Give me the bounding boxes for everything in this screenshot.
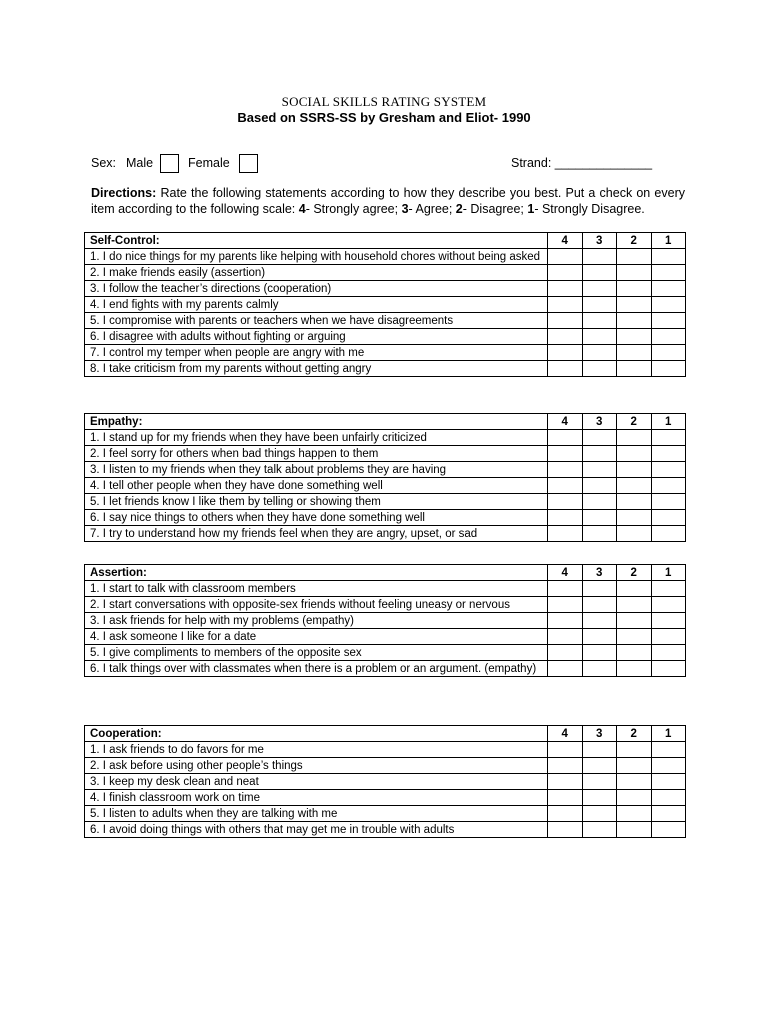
rating-cell-1[interactable] [651, 613, 686, 629]
rating-cell-1[interactable] [651, 526, 686, 542]
scale-header-1: 1 [651, 233, 686, 249]
scale-1-key: 1 [527, 201, 535, 216]
statement-text: 2. I feel sorry for others when bad things happen to them [85, 446, 548, 462]
statement-text: 3. I ask friends for help with my problems (empathy) [85, 613, 548, 629]
scale-3-text: - Agree; [408, 201, 456, 216]
rating-cell-3[interactable] [582, 265, 617, 281]
rating-cell-4[interactable] [548, 430, 583, 446]
scale-header-2: 2 [617, 565, 652, 581]
table-row [85, 430, 686, 446]
empathy-table [84, 413, 686, 542]
table-row [85, 790, 686, 806]
rating-cell-4[interactable] [548, 329, 583, 345]
rating-cell-2[interactable] [617, 313, 652, 329]
rating-cell-2[interactable] [617, 446, 652, 462]
rating-cell-3[interactable] [582, 510, 617, 526]
rating-cell-4[interactable] [548, 281, 583, 297]
rating-cell-3[interactable] [582, 361, 617, 377]
rating-cell-3[interactable] [582, 581, 617, 597]
rating-cell-3[interactable] [582, 329, 617, 345]
rating-cell-3[interactable] [582, 790, 617, 806]
rating-cell-1[interactable] [651, 249, 686, 265]
statement-text: 3. I keep my desk clean and neat [85, 774, 548, 790]
table-row [85, 774, 686, 790]
table-row [85, 661, 686, 677]
rating-cell-1[interactable] [651, 774, 686, 790]
statement-text: 7. I control my temper when people are angry with me [85, 345, 548, 361]
section-title: Empathy: [85, 414, 548, 430]
rating-cell-1[interactable] [651, 329, 686, 345]
rating-cell-1[interactable] [651, 265, 686, 281]
rating-cell-3[interactable] [582, 494, 617, 510]
statement-text: 5. I give compliments to members of the opposite sex [85, 645, 548, 661]
selfcontrol-table [84, 232, 686, 377]
rating-cell-2[interactable] [617, 790, 652, 806]
table-header-row [85, 565, 686, 581]
directions-text: Rate the following statements according to how they describe you best. Put a check on every item according to the following scale: [91, 186, 685, 216]
rating-cell-1[interactable] [651, 281, 686, 297]
statement-text: 5. I let friends know I like them by telling or showing them [85, 494, 548, 510]
rating-cell-2[interactable] [617, 581, 652, 597]
scale-header-1: 1 [651, 565, 686, 581]
rating-cell-2[interactable] [617, 629, 652, 645]
statement-text: 4. I ask someone I like for a date [85, 629, 548, 645]
rating-cell-4[interactable] [548, 613, 583, 629]
statement-text: 6. I disagree with adults without fighting or arguing [85, 329, 548, 345]
scale-header-3: 3 [582, 726, 617, 742]
rating-cell-4[interactable] [548, 758, 583, 774]
rating-cell-1[interactable] [651, 822, 686, 838]
scale-header-2: 2 [617, 414, 652, 430]
rating-cell-4[interactable] [548, 478, 583, 494]
table-row [85, 281, 686, 297]
scale-3-key: 3 [401, 201, 409, 216]
table-row [85, 645, 686, 661]
rating-cell-4[interactable] [548, 822, 583, 838]
table-row [85, 297, 686, 313]
rating-cell-3[interactable] [582, 249, 617, 265]
table-header-row [85, 414, 686, 430]
rating-cell-1[interactable] [651, 297, 686, 313]
rating-cell-2[interactable] [617, 758, 652, 774]
female-checkbox[interactable] [239, 154, 258, 173]
scale-header-2: 2 [617, 726, 652, 742]
rating-cell-3[interactable] [582, 629, 617, 645]
rating-cell-4[interactable] [548, 494, 583, 510]
statement-text: 4. I finish classroom work on time [85, 790, 548, 806]
statement-text: 6. I talk things over with classmates when there is a problem or an argument. (empathy) [85, 661, 548, 677]
rating-cell-3[interactable] [582, 430, 617, 446]
rating-cell-4[interactable] [548, 249, 583, 265]
document-title: SOCIAL SKILLS RATING SYSTEM [281, 94, 487, 109]
section-title: Cooperation: [85, 726, 548, 742]
rating-cell-2[interactable] [617, 613, 652, 629]
table-row [85, 462, 686, 478]
rating-cell-4[interactable] [548, 774, 583, 790]
scale-header-4: 4 [548, 414, 583, 430]
sex-label: Sex: [91, 156, 117, 170]
table-row [85, 758, 686, 774]
rating-cell-3[interactable] [582, 774, 617, 790]
statement-text: 8. I take criticism from my parents without getting angry [85, 361, 548, 377]
statement-text: 1. I ask friends to do favors for me [85, 742, 548, 758]
table-row [85, 345, 686, 361]
scale-header-4: 4 [548, 565, 583, 581]
scale-header-3: 3 [582, 565, 617, 581]
rating-cell-3[interactable] [582, 806, 617, 822]
statement-text: 3. I listen to my friends when they talk about problems they are having [85, 462, 548, 478]
rating-cell-2[interactable] [617, 361, 652, 377]
statement-text: 3. I follow the teacher’s directions (cooperation) [85, 281, 548, 297]
rating-cell-2[interactable] [617, 430, 652, 446]
assertion-table [84, 564, 686, 677]
table-row [85, 265, 686, 281]
rating-cell-1[interactable] [651, 597, 686, 613]
rating-cell-3[interactable] [582, 446, 617, 462]
statement-text: 5. I listen to adults when they are talking with me [85, 806, 548, 822]
strand-field[interactable]: Strand: ______________ [511, 156, 653, 170]
table-row [85, 806, 686, 822]
rating-cell-1[interactable] [651, 430, 686, 446]
scale-header-4: 4 [548, 726, 583, 742]
table-header-row [85, 726, 686, 742]
scale-4-text: - Strongly agree; [305, 201, 402, 216]
table-row [85, 526, 686, 542]
rating-cell-4[interactable] [548, 446, 583, 462]
rating-cell-2[interactable] [617, 806, 652, 822]
statement-text: 2. I ask before using other people’s things [85, 758, 548, 774]
scale-header-3: 3 [582, 233, 617, 249]
male-label: Male [126, 156, 154, 170]
rating-cell-2[interactable] [617, 281, 652, 297]
section-title: Self-Control: [85, 233, 548, 249]
rating-cell-2[interactable] [617, 265, 652, 281]
scale-4-key: 4 [298, 201, 306, 216]
table-row [85, 822, 686, 838]
rating-cell-2[interactable] [617, 742, 652, 758]
rating-cell-4[interactable] [548, 597, 583, 613]
rating-cell-3[interactable] [582, 526, 617, 542]
rating-cell-4[interactable] [548, 313, 583, 329]
rating-cell-1[interactable] [651, 661, 686, 677]
statement-text: 1. I do nice things for my parents like helping with household chores without being asked [85, 249, 548, 265]
table-row [85, 597, 686, 613]
rating-cell-4[interactable] [548, 265, 583, 281]
rating-cell-4[interactable] [548, 806, 583, 822]
rating-cell-2[interactable] [617, 345, 652, 361]
rating-cell-4[interactable] [548, 790, 583, 806]
rating-cell-1[interactable] [651, 510, 686, 526]
scale-header-1: 1 [651, 726, 686, 742]
rating-cell-2[interactable] [617, 774, 652, 790]
rating-cell-1[interactable] [651, 345, 686, 361]
rating-cell-3[interactable] [582, 462, 617, 478]
rating-cell-2[interactable] [617, 510, 652, 526]
rating-cell-1[interactable] [651, 313, 686, 329]
table-row [85, 742, 686, 758]
rating-cell-4[interactable] [548, 526, 583, 542]
rating-cell-2[interactable] [617, 249, 652, 265]
table-row [85, 361, 686, 377]
rating-cell-2[interactable] [617, 329, 652, 345]
table-header-row [85, 233, 686, 249]
rating-cell-1[interactable] [651, 462, 686, 478]
rating-cell-3[interactable] [582, 597, 617, 613]
table-row [85, 313, 686, 329]
rating-cell-2[interactable] [617, 526, 652, 542]
scale-header-4: 4 [548, 233, 583, 249]
rating-cell-1[interactable] [651, 478, 686, 494]
rating-cell-1[interactable] [651, 581, 686, 597]
rating-cell-2[interactable] [617, 478, 652, 494]
statement-text: 1. I stand up for my friends when they have been unfairly criticized [85, 430, 548, 446]
rating-cell-4[interactable] [548, 581, 583, 597]
rating-cell-1[interactable] [651, 361, 686, 377]
rating-cell-2[interactable] [617, 645, 652, 661]
rating-cell-3[interactable] [582, 313, 617, 329]
table-row [85, 581, 686, 597]
rating-cell-1[interactable] [651, 758, 686, 774]
rating-cell-2[interactable] [617, 597, 652, 613]
rating-cell-4[interactable] [548, 629, 583, 645]
female-label: Female [188, 156, 230, 170]
rating-cell-4[interactable] [548, 742, 583, 758]
scale-1-text: - Strongly Disagree. [534, 201, 645, 216]
rating-cell-3[interactable] [582, 661, 617, 677]
rating-cell-4[interactable] [548, 297, 583, 313]
directions-paragraph [91, 186, 685, 217]
scale-2-text: - Disagree; [462, 201, 528, 216]
table-row [85, 249, 686, 265]
rating-cell-2[interactable] [617, 297, 652, 313]
rating-cell-3[interactable] [582, 742, 617, 758]
scale-2-key: 2 [455, 201, 463, 216]
document-subtitle: Based on SSRS-SS by Gresham and Eliot- 1990 [237, 110, 531, 125]
statement-text: 5. I compromise with parents or teachers when we have disagreements [85, 313, 548, 329]
rating-cell-2[interactable] [617, 494, 652, 510]
rating-cell-1[interactable] [651, 446, 686, 462]
table-row [85, 510, 686, 526]
rating-cell-2[interactable] [617, 822, 652, 838]
rating-cell-4[interactable] [548, 345, 583, 361]
table-row [85, 494, 686, 510]
rating-cell-3[interactable] [582, 758, 617, 774]
rating-cell-1[interactable] [651, 742, 686, 758]
table-row [85, 629, 686, 645]
rating-cell-4[interactable] [548, 462, 583, 478]
rating-cell-4[interactable] [548, 361, 583, 377]
rating-cell-2[interactable] [617, 661, 652, 677]
statement-text: 4. I tell other people when they have done something well [85, 478, 548, 494]
scale-header-3: 3 [582, 414, 617, 430]
rating-cell-1[interactable] [651, 790, 686, 806]
statement-text: 6. I avoid doing things with others that may get me in trouble with adults [85, 822, 548, 838]
statement-text: 1. I start to talk with classroom members [85, 581, 548, 597]
rating-cell-1[interactable] [651, 629, 686, 645]
rating-cell-4[interactable] [548, 645, 583, 661]
rating-cell-1[interactable] [651, 494, 686, 510]
statement-text: 6. I say nice things to others when they have done something well [85, 510, 548, 526]
rating-cell-3[interactable] [582, 645, 617, 661]
rating-cell-3[interactable] [582, 613, 617, 629]
rating-cell-1[interactable] [651, 806, 686, 822]
cooperation-table [84, 725, 686, 838]
table-row [85, 478, 686, 494]
section-title: Assertion: [85, 565, 548, 581]
statement-text: 4. I end fights with my parents calmly [85, 297, 548, 313]
rating-cell-3[interactable] [582, 297, 617, 313]
rating-cell-3[interactable] [582, 478, 617, 494]
scale-header-2: 2 [617, 233, 652, 249]
rating-cell-3[interactable] [582, 822, 617, 838]
rating-cell-1[interactable] [651, 645, 686, 661]
male-checkbox[interactable] [160, 154, 179, 173]
statement-text: 2. I start conversations with opposite-sex friends without feeling uneasy or nervous [85, 597, 548, 613]
scale-header-1: 1 [651, 414, 686, 430]
table-row [85, 329, 686, 345]
table-row [85, 613, 686, 629]
rating-cell-4[interactable] [548, 661, 583, 677]
rating-cell-3[interactable] [582, 345, 617, 361]
statement-text: 2. I make friends easily (assertion) [85, 265, 548, 281]
rating-cell-4[interactable] [548, 510, 583, 526]
table-row [85, 446, 686, 462]
statement-text: 7. I try to understand how my friends feel when they are angry, upset, or sad [85, 526, 548, 542]
rating-cell-2[interactable] [617, 462, 652, 478]
rating-cell-3[interactable] [582, 281, 617, 297]
directions-label: Directions: [91, 186, 157, 200]
